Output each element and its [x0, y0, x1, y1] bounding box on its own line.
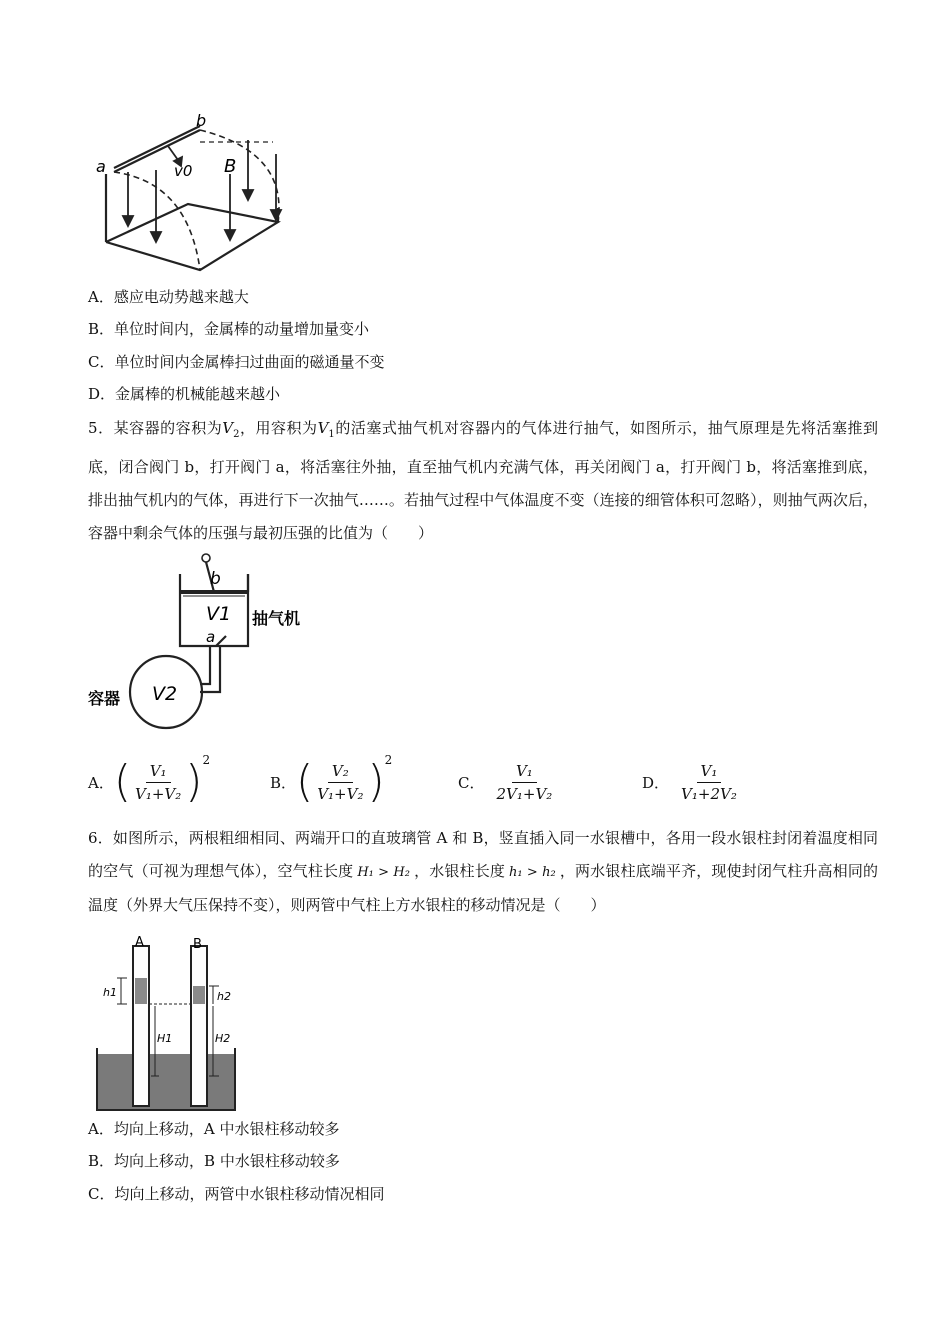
q5-label-pump: 抽气机: [252, 609, 301, 628]
q5-option-b: B． ( $\frac{\text{V₂}}{\text{V₁+V₂}}$ ) 2: [270, 753, 393, 807]
q6-label-B: B: [193, 937, 202, 952]
q6-label-H2: H2: [215, 1032, 231, 1045]
q4-label-B: B: [224, 156, 237, 177]
q4-option-a: A．感应电动势越来越大: [88, 288, 249, 306]
q6-label-H1: H1: [157, 1032, 173, 1045]
q5-option-c: C． $\frac{\text{V₁}}{\text{2V₁+V₂}}$: [458, 761, 553, 803]
q5-option-a: A． ( $\frac{\text{V₁}}{\text{V₁+V₂}}$ ) 2: [88, 753, 211, 807]
q6-option-c: C．均向上移动，两管中水银柱移动情况相同: [88, 1185, 385, 1203]
q6-label-h1: h1: [103, 986, 117, 999]
q4-label-a: a: [96, 157, 106, 176]
q6-option-a: A．均向上移动，A 中水银柱移动较多: [88, 1120, 340, 1138]
q4-option-c: C．单位时间内金属棒扫过曲面的磁通量不变: [88, 353, 385, 371]
q5-stem: 5．某容器的容积为$V_2$，用容积为$V_1$的活塞式抽气机对容器内的气体进行抽气，如图所示，抽气原理是先将活塞推到底，闭合阀门 b，打开阀门 a，将活塞往外抽，直至抽气机内充满气体，再关闭阀门 a，打开阀门 b，将活塞推到底，排出抽气机内的气体，再进行下一次抽气……。若抽气过程中气体温度不变（连接的细管体积可忽略），则抽气两次后，容器中剩余气体的压强与最初压强的比值为（ ）: [88, 419, 878, 542]
q6-label-A: A: [135, 936, 144, 950]
q5-label-V1: V1: [206, 603, 232, 625]
q5-label-V2: V2: [152, 683, 178, 705]
q5-figure: [88, 552, 318, 742]
q4-label-v0: v0: [174, 162, 193, 180]
q4-figure: [88, 112, 298, 277]
q5-label-a: a: [206, 628, 216, 646]
q4-option-b: B．单位时间内，金属棒的动量增加量变小: [88, 320, 370, 338]
q5-option-d: D． $\frac{\text{V₁}}{\text{V₁+2V₂}}$: [642, 761, 737, 803]
q4-option-d: D．金属棒的机械能越来越小: [88, 385, 281, 403]
q6-stem: 6．如图所示，两根粗细相同、两端开口的直玻璃管 A 和 B，竖直插入同一水银槽中，各用一段水银柱封闭着温度相同的空气（可视为理想气体），空气柱长度 H₁ > H₂ ，水银柱长度 h₁ > h₂ ，两水银柱底端平齐，现使封闭气柱升高相同的温度（外界大气压保持不变），则两管中气柱上方水银柱的移动情况是（ ）: [88, 829, 879, 914]
q5-label-b: b: [210, 569, 221, 589]
q6-figure: [95, 936, 240, 1111]
q5-label-container: 容器: [88, 689, 121, 708]
q6-option-b: B．均向上移动，B 中水银柱移动较多: [88, 1152, 340, 1170]
q4-label-b: b: [196, 112, 207, 130]
q6-label-h2: h2: [217, 990, 231, 1003]
